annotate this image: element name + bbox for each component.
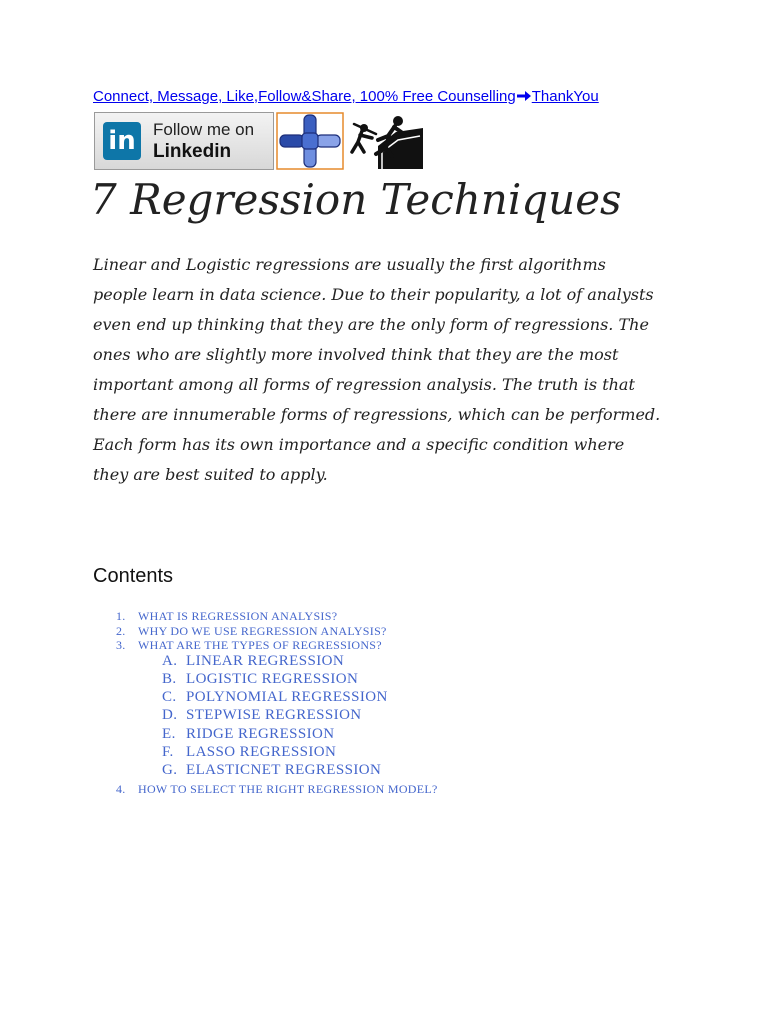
- toc-label: LASSO REGRESSION: [186, 744, 337, 760]
- follow-text: Follow me on: [153, 120, 255, 139]
- toc-number: 4.: [116, 782, 126, 796]
- toc-label: STEPWISE REGRESSION: [186, 707, 362, 723]
- toc-letter: E.: [162, 726, 176, 742]
- linkedin-text: Linkedin: [153, 141, 232, 162]
- toc-subitem-logistic[interactable]: [162, 671, 358, 688]
- follow-linkedin-button[interactable]: [94, 112, 274, 170]
- toc-subitem-lasso[interactable]: [162, 744, 336, 761]
- toc-letter: F.: [162, 744, 174, 760]
- contents-heading: Contents: [93, 565, 174, 587]
- toc-subitem-polynomial[interactable]: [162, 689, 388, 706]
- toc-item-why-use-regression[interactable]: [116, 624, 387, 639]
- linkedin-icon: in: [103, 122, 141, 160]
- toc-item-types-of-regression[interactable]: [116, 638, 382, 653]
- toc-label: LINEAR REGRESSION: [186, 653, 345, 669]
- toc-subitem-ridge[interactable]: [162, 726, 335, 743]
- page-title: 7 Regression Techniques: [90, 175, 622, 224]
- toc-subitem-stepwise[interactable]: [162, 707, 362, 724]
- connect-link-text: Connect, Message, Like,Follow&Share, 100% Free Counselling: [93, 88, 516, 105]
- right-arrow-icon: [516, 88, 532, 105]
- toc-number: 1.: [116, 609, 126, 623]
- toc-item-what-is-regression[interactable]: [116, 609, 337, 624]
- thankyou-text: ThankYou: [531, 88, 599, 105]
- toc-label: WHAT ARE THE TYPES OF REGRESSIONS?: [138, 638, 382, 652]
- connect-link[interactable]: [93, 88, 599, 105]
- toc-letter: G.: [162, 762, 178, 778]
- toc-label: RIDGE REGRESSION: [186, 726, 335, 742]
- toc-letter: D.: [162, 707, 178, 723]
- toc-subitem-linear[interactable]: [162, 653, 344, 670]
- toc-label: WHY DO WE USE REGRESSION ANALYSIS?: [138, 624, 387, 638]
- intro-paragraph: Linear and Logistic regressions are usually the first algorithms people learn in data science. Due to their popularity, a lot of analysts even end up thinking that they are the only form of regressions. The ones who are slightly more involved think that they are the most important among all forms of regression analysis. The truth is that there are innumerable forms of regressions, which can be performed. Each form has its own importance and a specific condition where they are best suited to apply.: [93, 255, 661, 484]
- toc-label: POLYNOMIAL REGRESSION: [186, 689, 388, 705]
- toc-number: 2.: [116, 624, 126, 638]
- toc-label: ELASTICNET REGRESSION: [186, 762, 382, 778]
- teamwork-hands-icon: [276, 112, 344, 170]
- toc-label: WHAT IS REGRESSION ANALYSIS?: [138, 609, 338, 623]
- toc-letter: A.: [162, 653, 178, 669]
- toc-subitem-elasticnet[interactable]: [162, 762, 381, 779]
- toc-letter: C.: [162, 689, 177, 705]
- toc-label: LOGISTIC REGRESSION: [186, 671, 359, 687]
- toc-letter: B.: [162, 671, 177, 687]
- toc-item-select-model[interactable]: [116, 782, 438, 797]
- toc-number: 3.: [116, 638, 126, 652]
- toc-label: HOW TO SELECT THE RIGHT REGRESSION MODEL?: [138, 782, 438, 796]
- climbing-figure-icon: [348, 112, 424, 170]
